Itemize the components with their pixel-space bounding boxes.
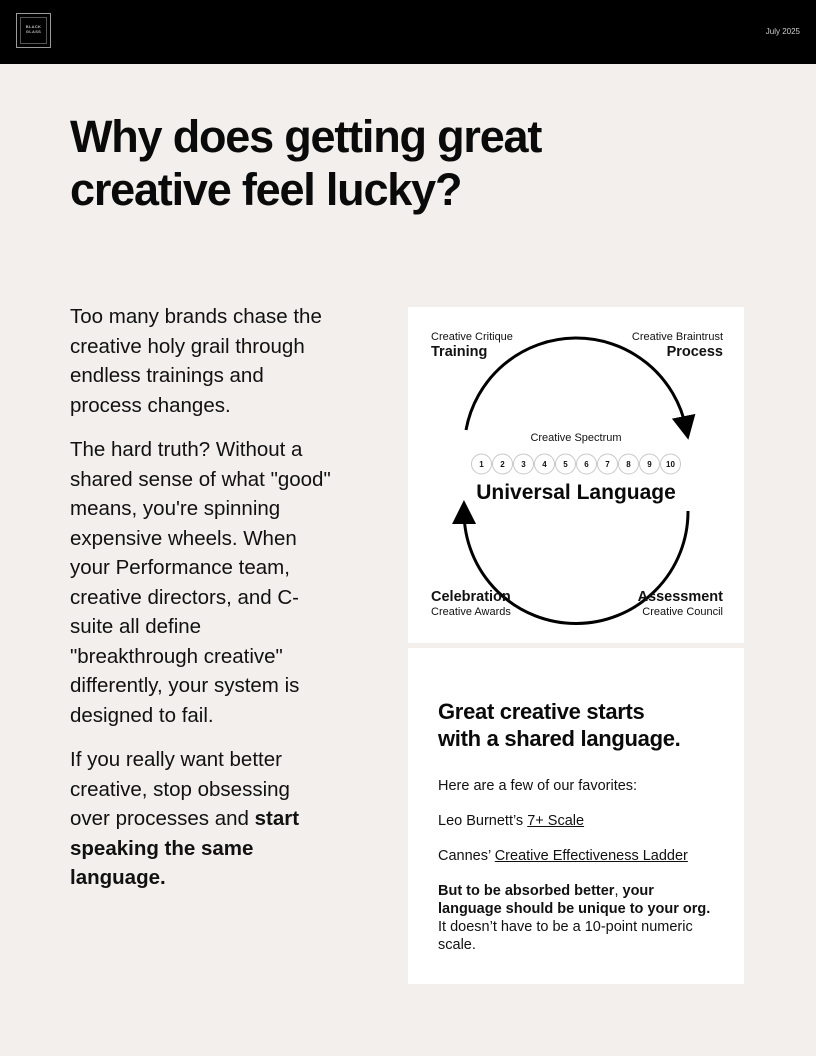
card-heading-line-1: Great creative starts xyxy=(438,699,645,724)
spectrum-step-5: 5 xyxy=(563,460,568,469)
closing-comma: , xyxy=(614,883,623,899)
brand-logo[interactable] xyxy=(16,13,51,48)
label-celebration: Celebration xyxy=(431,589,511,605)
card-intro: Here are a few of our favorites: xyxy=(438,778,638,794)
label-training: Training xyxy=(431,344,488,360)
page-title-line-1: Why does getting great xyxy=(70,111,542,162)
issue-date: July 2025 xyxy=(765,27,800,36)
closing-emphasis-1: But to be absorbed better xyxy=(438,883,615,899)
example-cannes xyxy=(438,847,714,866)
example-cannes-prefix: Cannes’ xyxy=(438,848,495,864)
label-process-sub: Creative Braintrust xyxy=(631,331,723,343)
card-heading xyxy=(438,698,714,752)
body-paragraph-3-emphasis: start speaking the same language. xyxy=(70,807,300,889)
body-text xyxy=(70,302,332,908)
spectrum-step-10: 10 xyxy=(666,460,675,469)
spectrum-step-4: 4 xyxy=(542,460,547,469)
label-assessment-sub: Creative Council xyxy=(642,606,723,618)
label-celebration-sub: Creative Awards xyxy=(431,606,511,618)
example-leo-burnett xyxy=(438,812,714,831)
spectrum-step-1: 1 xyxy=(479,460,484,469)
spectrum-step-7: 7 xyxy=(605,460,610,469)
label-assessment: Assessment xyxy=(637,589,723,605)
page-title xyxy=(70,110,670,216)
body-paragraph-1: Too many brands chase the creative holy grail through endless trainings and process changes. xyxy=(70,305,322,417)
example-leo-burnett-prefix: Leo Burnett’s xyxy=(438,813,528,829)
spectrum-step-6: 6 xyxy=(584,460,589,469)
card-closing-note xyxy=(438,882,714,954)
logo-wordmark: BLACK GLASS xyxy=(25,24,42,34)
spectrum-scale xyxy=(472,454,681,474)
cycle-diagram xyxy=(408,307,744,643)
closing-emphasis-2: your language should be unique to your org. xyxy=(438,883,711,917)
body-paragraph-3-text: If you really want better creative, stop obsessing over processes and xyxy=(70,748,290,830)
universal-language-title: Universal Language xyxy=(476,481,676,504)
top-bar xyxy=(0,0,816,64)
cycle-arrow-top xyxy=(466,338,686,430)
spectrum-step-2: 2 xyxy=(500,460,505,469)
shared-language-card xyxy=(408,648,744,984)
body-paragraph-3 xyxy=(70,745,332,893)
spectrum-step-9: 9 xyxy=(647,460,652,469)
label-process: Process xyxy=(666,344,723,360)
spectrum-step-3: 3 xyxy=(521,460,526,469)
leo-burnett-scale-link[interactable]: 7+ Scale xyxy=(527,813,585,829)
page-title-line-2: creative feel lucky? xyxy=(70,164,462,215)
spectrum-step-8: 8 xyxy=(626,460,631,469)
label-training-sub: Creative Critique xyxy=(431,331,513,343)
cannes-ladder-link[interactable]: Creative Effectiveness Ladder xyxy=(494,848,688,864)
spectrum-label: Creative Spectrum xyxy=(530,432,622,444)
card-heading-line-2: with a shared language. xyxy=(438,726,681,751)
body-paragraph-2: The hard truth? Without a shared sense of what "good" means, you're spinning expensive wheels. When your Performance team, creative directors, and C-suite all define "breakthrough creative" differently, your system is designed to fail. xyxy=(70,438,331,727)
closing-plain-text: It doesn’t have to be a 10-point numeric scale. xyxy=(438,919,693,953)
cycle-diagram-card xyxy=(408,307,744,643)
